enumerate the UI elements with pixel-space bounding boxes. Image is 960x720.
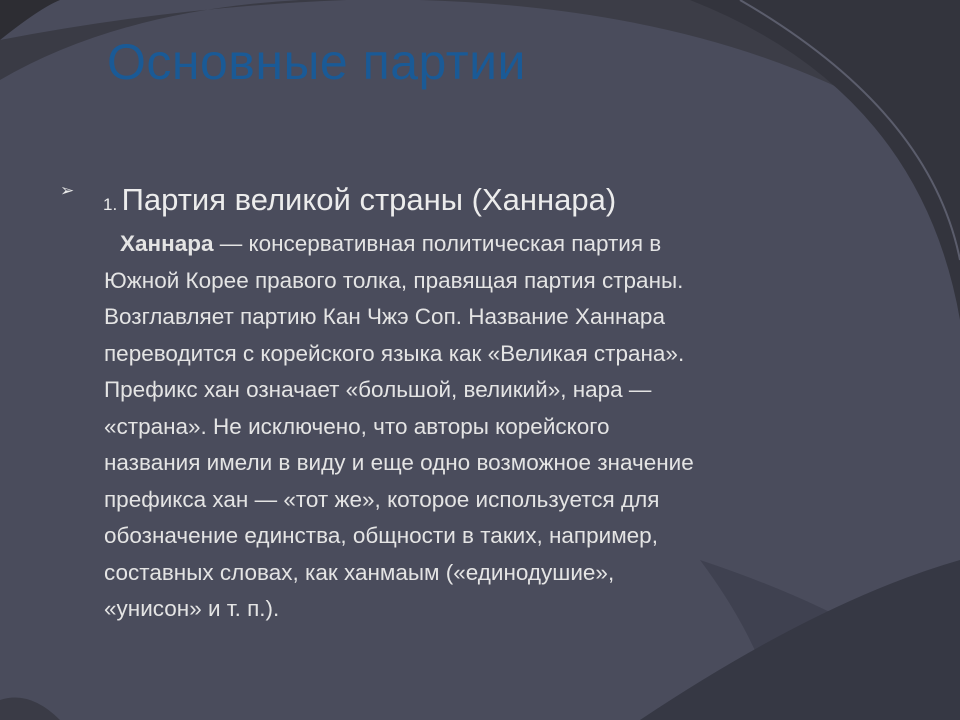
- description-lead: Ханнара: [120, 231, 214, 256]
- bullet-arrow-icon: ➢: [60, 181, 75, 200]
- item-number: 1.: [103, 195, 118, 214]
- item-title: Партия великой страны (Ханнара): [121, 182, 617, 217]
- item-heading: [103, 178, 616, 222]
- description-text: — консервативная политическая партия в Южной Корее правого толка, правящая партия страны. Возглавляет партию Кан Чжэ Соп. Название Ханнара переводится с корейского языка как «Великая страна». Префикс хан означает «большой, великий», нара — «страна». Не исключено, что авторы корейского названия имели в виду и еще одно возможное значение префикса хан — «тот же», которое используется для обозначение единства, общности в таких, например, составных словах, как ханмаым («единодушие», «унисон» и т. п.).: [104, 231, 694, 621]
- slide-title: Основные партии: [107, 34, 526, 90]
- item-description: [104, 226, 904, 628]
